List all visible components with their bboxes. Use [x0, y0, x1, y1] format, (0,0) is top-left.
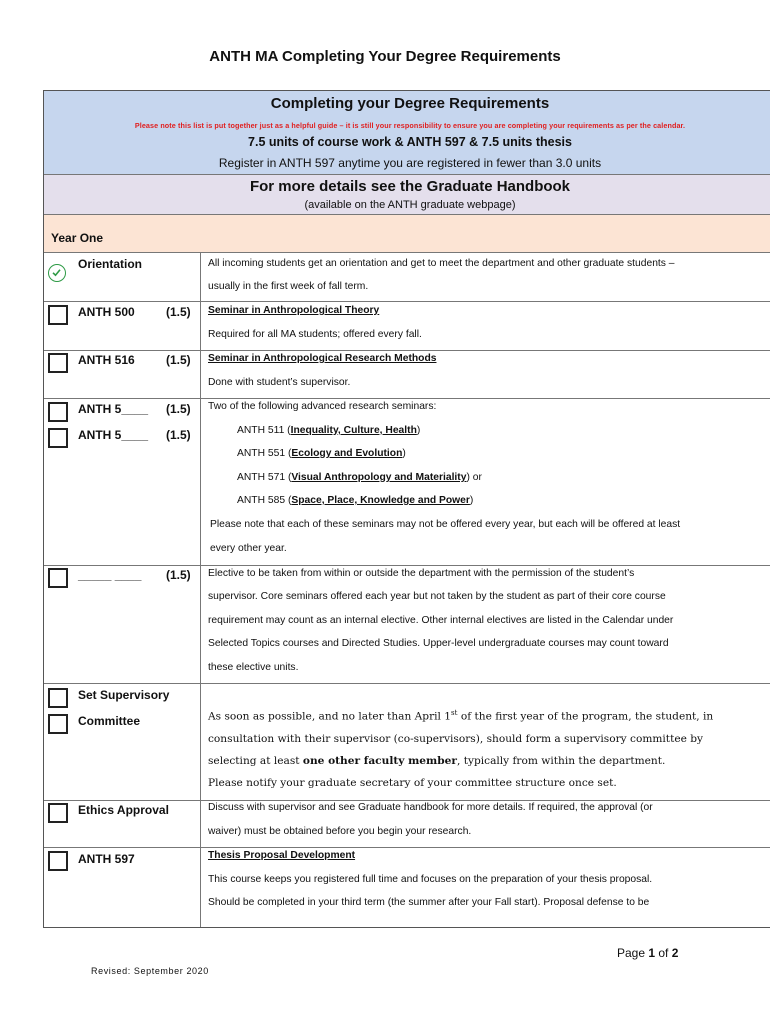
elective-text: Elective to be taken from within or outside the department with the permission of the student’s [208, 568, 635, 579]
advanced-seminar-2-label: ANTH 5____ [78, 428, 149, 442]
advanced-note: every other year. [210, 543, 287, 554]
seminar-option: ANTH 511 (Inequality, Culture, Health) [237, 425, 421, 436]
seminar-option: ANTH 551 (Ecology and Evolution) [237, 448, 406, 459]
anth597-text: This course keeps you registered full time and focuses on the preparation of your thesis proposal. [208, 874, 653, 885]
requirements-heading: Completing your Degree Requirements [270, 95, 550, 112]
advanced-seminar-1-checkbox[interactable] [48, 402, 68, 422]
ethics-text: Discuss with supervisor and see Graduate handbook for more details. If required, the approval (or [208, 802, 653, 813]
row-divider [44, 683, 770, 684]
ethics-label: Ethics Approval [78, 803, 169, 817]
row-divider [44, 398, 770, 399]
seminar-option: ANTH 571 (Visual Anthropology and Materiality) or [237, 472, 482, 483]
anth597-text: Should be completed in your third term (the summer after your Fall start). Proposal defense to be [208, 897, 650, 908]
requirements-table [43, 90, 770, 928]
handbook-band [44, 175, 770, 215]
elective-checkbox[interactable] [48, 568, 68, 588]
anth516-label: ANTH 516 [78, 353, 135, 367]
anth597-checkbox[interactable] [48, 851, 68, 871]
seminar-option: ANTH 585 (Space, Place, Knowledge and Power) [237, 495, 474, 506]
anth516-title: Seminar in Anthropological Research Methods [208, 353, 437, 364]
advanced-intro: Two of the following advanced research seminars: [208, 401, 437, 412]
advanced-seminar-1-credits: (1.5) [166, 402, 191, 416]
orientation-text: usually in the first week of fall term. [208, 281, 369, 292]
anth500-credits: (1.5) [166, 305, 191, 319]
advanced-note: Please note that each of these seminars may not be offered every year, but each will be offered at least [210, 519, 681, 530]
anth597-label: ANTH 597 [78, 852, 135, 866]
anth516-checkbox[interactable] [48, 353, 68, 373]
anth500-title: Seminar in Anthropological Theory [208, 305, 380, 316]
row-divider [44, 800, 770, 801]
committee-label: Committee [78, 714, 141, 728]
anth500-text: Required for all MA students; offered every fall. [208, 329, 422, 340]
column-divider [200, 253, 201, 927]
anth597-title: Thesis Proposal Development [208, 850, 356, 861]
completed-check-icon[interactable] [48, 264, 66, 282]
elective-text: requirement may count as an internal elective. Other internal electives are listed in the Calendar under [208, 615, 674, 626]
year-one-label: Year One [51, 231, 104, 245]
row-divider [44, 565, 770, 566]
row-divider [44, 350, 770, 351]
row-divider [44, 301, 770, 302]
elective-label: _____ ____ [78, 568, 142, 582]
anth516-text: Done with student’s supervisor. [208, 377, 351, 388]
advanced-seminar-2-checkbox[interactable] [48, 428, 68, 448]
committee-checkbox[interactable] [48, 714, 68, 734]
advanced-seminar-1-label: ANTH 5____ [78, 402, 149, 416]
elective-text: Selected Topics courses and Directed Studies. Upper-level undergraduate courses may count toward [208, 638, 669, 649]
elective-text: these elective units. [208, 662, 299, 673]
ethics-text: waiver) must be obtained before you begin your research. [208, 826, 472, 837]
committee-text: Please notify your graduate secretary of your committee structure once set. [208, 777, 617, 789]
anth516-credits: (1.5) [166, 353, 191, 367]
page-number: Page 1 of 2 [617, 946, 679, 960]
committee-text: selecting at least one other faculty member, typically from within the department. [208, 755, 666, 767]
committee-label: Set Supervisory [78, 688, 170, 702]
anth500-checkbox[interactable] [48, 305, 68, 325]
document-title: ANTH MA Completing Your Degree Requirements [209, 48, 561, 65]
handbook-heading: For more details see the Graduate Handbook [249, 178, 571, 195]
row-divider [44, 847, 770, 848]
ethics-checkbox[interactable] [48, 803, 68, 823]
handbook-subtitle: (available on the ANTH graduate webpage) [304, 199, 516, 211]
elective-credits: (1.5) [166, 568, 191, 582]
registration-note: Register in ANTH 597 anytime you are registered in fewer than 3.0 units [218, 156, 602, 170]
elective-text: supervisor. Core seminars offered each year but not taken by the student as part of their core course [208, 591, 666, 602]
committee-text: As soon as possible, and no later than April 1st of the first year of the program, the student, in [208, 709, 714, 723]
units-summary: 7.5 units of course work & ANTH 597 & 7.5 units thesis [248, 135, 572, 149]
advanced-seminar-2-credits: (1.5) [166, 428, 191, 442]
revised-date: Revised: September 2020 [91, 966, 209, 976]
header-band [44, 91, 770, 175]
anth500-label: ANTH 500 [78, 305, 135, 319]
committee-text: consultation with their supervisor (co-supervisors), should form a supervisory committee by [208, 733, 703, 745]
orientation-label: Orientation [78, 257, 143, 271]
committee-checkbox[interactable] [48, 688, 68, 708]
responsibility-warning: Please note this list is put together just as a helpful guide – it is still your responsibility to ensure you are completing your requirements as per the calendar. [134, 121, 686, 130]
orientation-text: All incoming students get an orientation and get to meet the department and other graduate students – [208, 258, 675, 269]
year-band [44, 215, 770, 253]
